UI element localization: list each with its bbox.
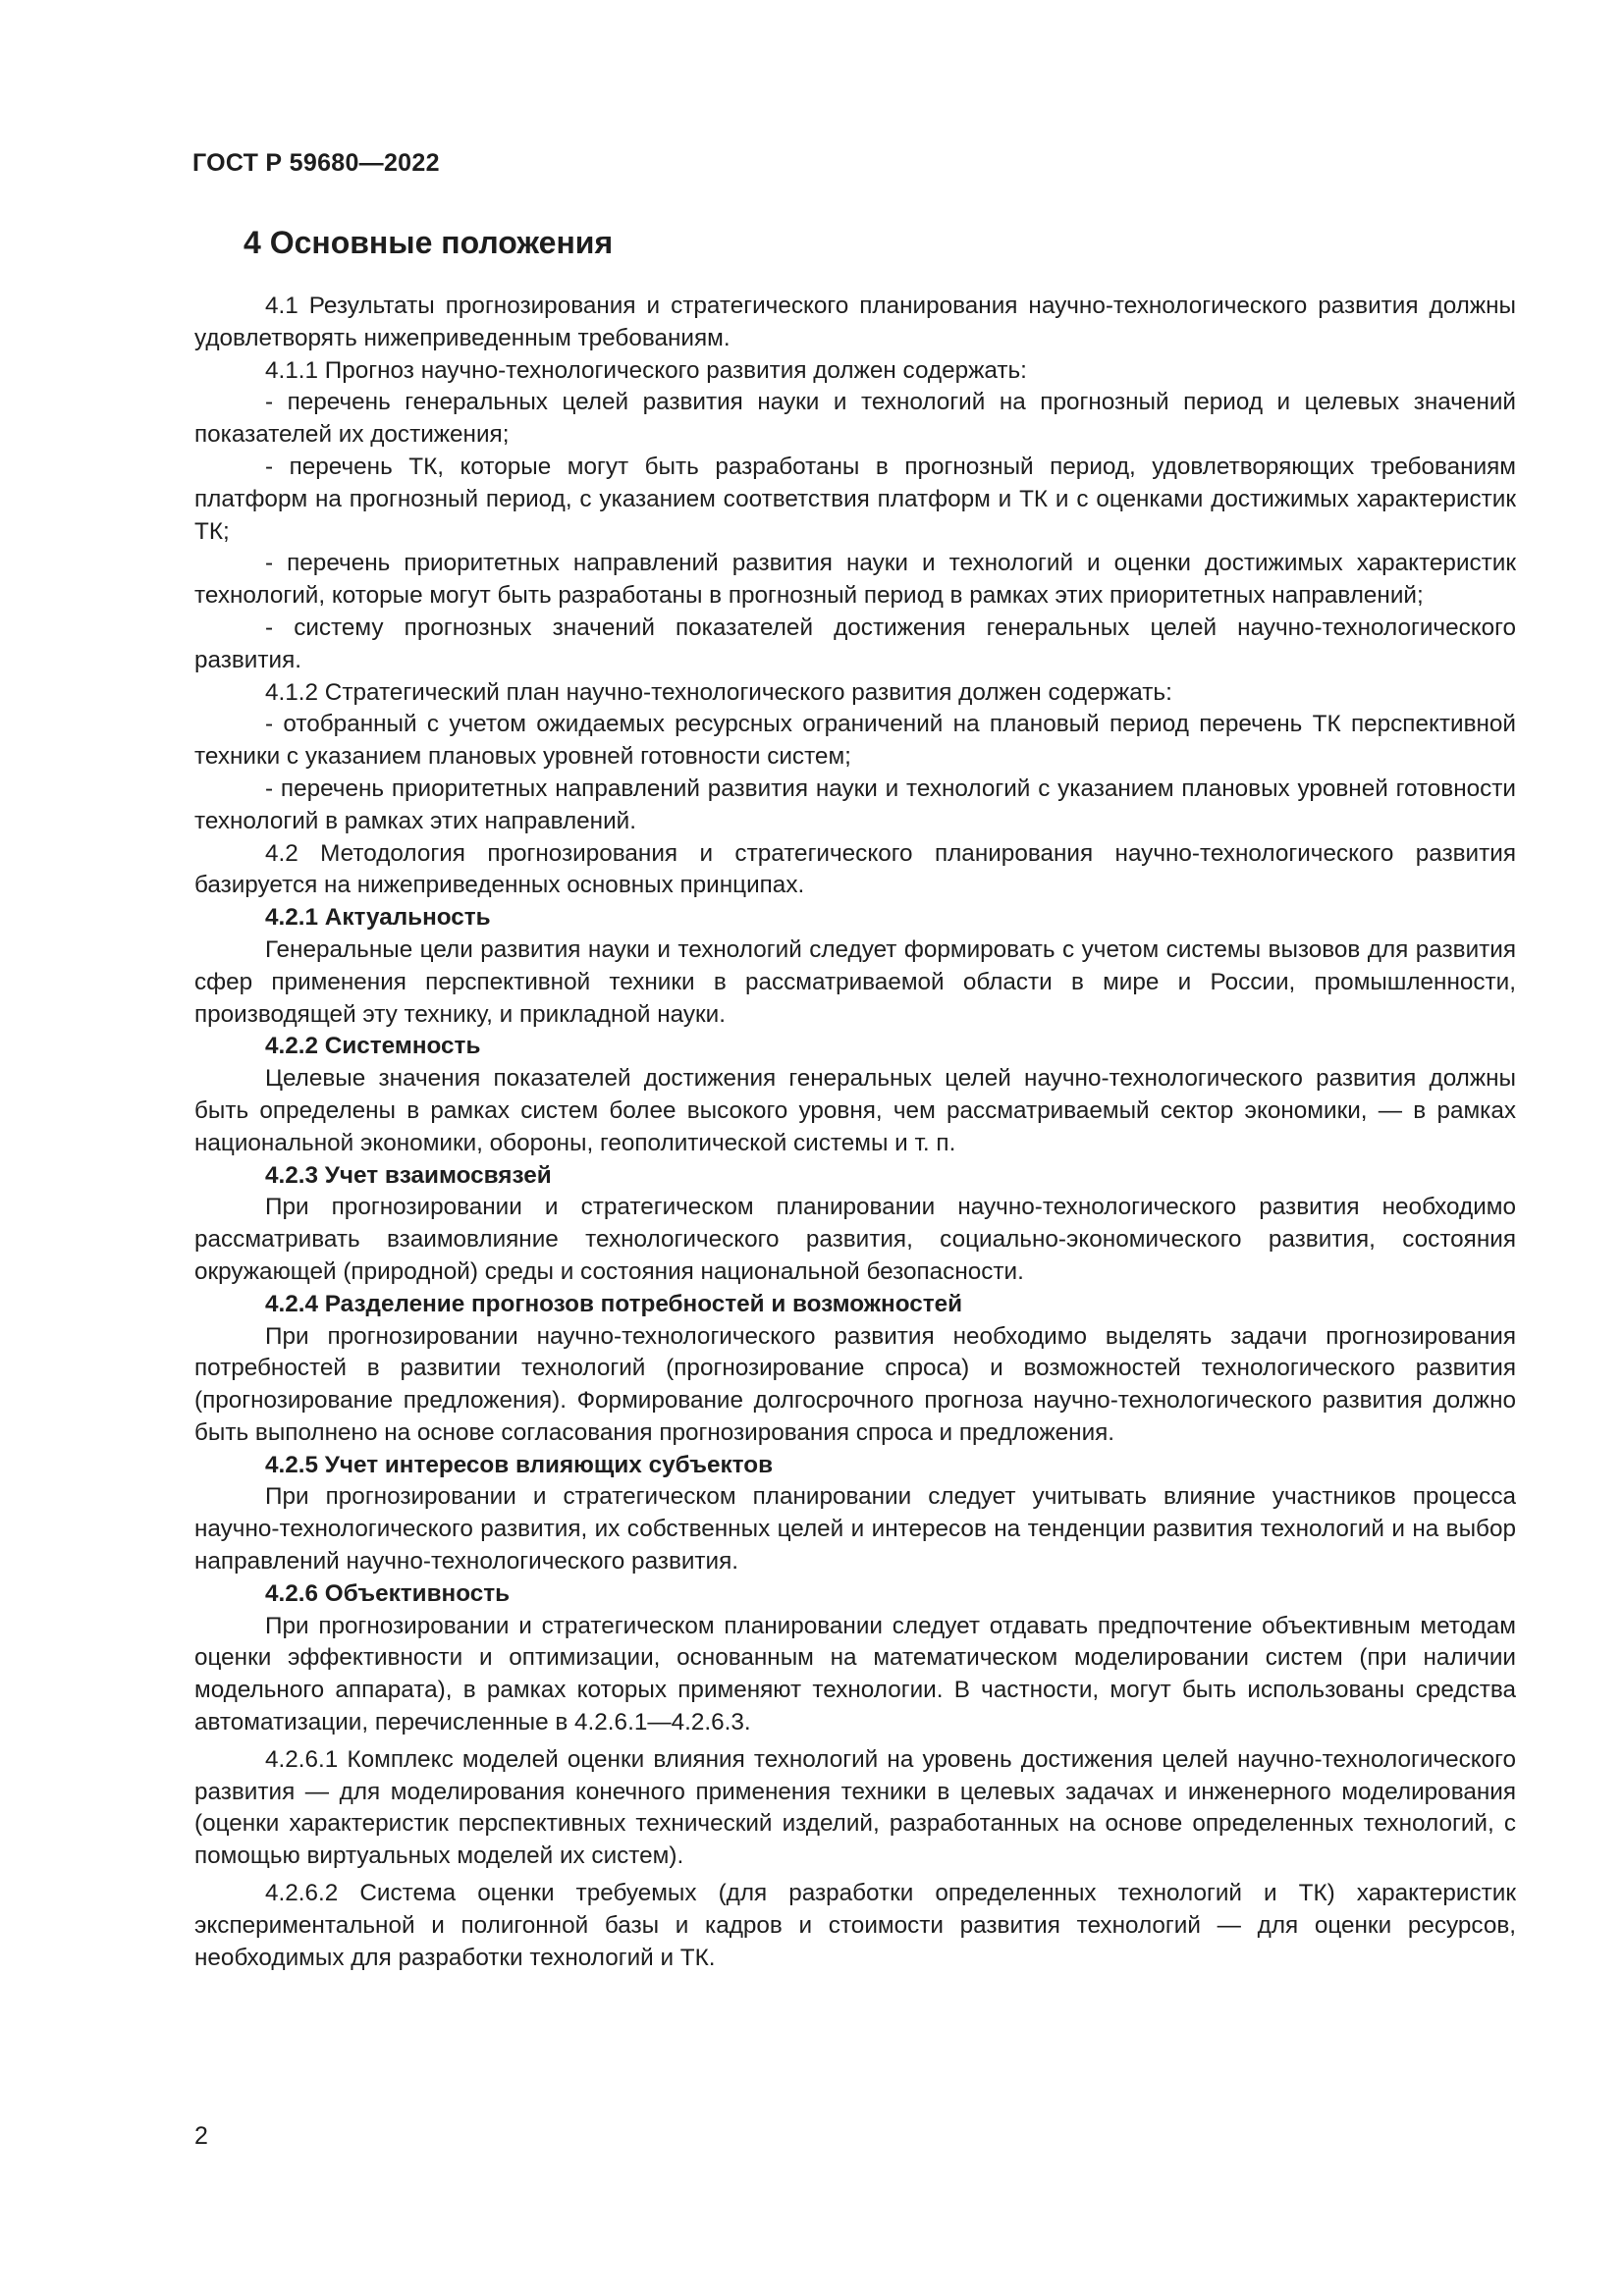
- heading-4-2-1: 4.2.1 Актуальность: [265, 904, 491, 932]
- list-item-priority-directions: - перечень приоритетных направлений развития науки и технологий и оценки достижимых характеристик технологий, которые могут быть разработаны в прогнозный период в рамках этих приоритетных направлений;: [194, 550, 1516, 610]
- paragraph-4-2-6: При прогнозировании и стратегическом планировании следует отдавать предпочтение объективным методам оценки эффективности и оптимизации, основанным на математическом моделировании систем (при наличии модельного аппарата), в рамках которых применяют технологии. В частности, могут быть использованы средства автоматизации, перечисленные в 4.2.6.1—4.2.6.3.: [194, 1612, 1516, 1736]
- page-number: 2: [194, 2122, 208, 2150]
- paragraph-4-1-2: 4.1.2 Стратегический план научно-технологического развития должен содержать:: [265, 678, 1172, 706]
- heading-4-2-6: 4.2.6 Объективность: [265, 1579, 511, 1607]
- paragraph-4-2-6-1: 4.2.6.1 Комплекс моделей оценки влияния технологий на уровень достижения целей научно-технологического развития — для моделирования конечного применения техники в целевых задачах и инженерного моделирования (оценки характеристик перспективных технический изделий, разработанных на основе определенных технологий, с помощью виртуальных моделей их систем).: [194, 1745, 1516, 1870]
- paragraph-4-2-4: При прогнозировании научно-технологического развития необходимо выделять задачи прогнозирования потребностей в развитии технологий (прогнозирование спроса) и возможностей технологического развития (прогнозирование предложения). Формирование долгосрочного прогноза научно-технологического развития должно быть выполнено на основе согласования прогнозирования спроса и предложения.: [194, 1322, 1516, 1446]
- section-title: 4 Основные положения: [244, 225, 614, 260]
- paragraph-4-2-2: Целевые значения показателей достижения генеральных целей научно-технологического развития должны быть определены в рамках систем более высокого уровня, чем рассматриваемый сектор экономики, — в рамках национальной экономики, обороны, геополитической системы и т. п.: [194, 1065, 1516, 1156]
- heading-4-2-4: 4.2.4 Разделение прогнозов потребностей и возможностей: [265, 1290, 963, 1317]
- list-item-forecast-values: - систему прогнозных значений показателей достижения генеральных целей научно-технологического развития.: [194, 614, 1516, 673]
- heading-4-2-3: 4.2.3 Учет взаимосвязей: [265, 1161, 552, 1189]
- paragraph-4-2-1: Генеральные цели развития науки и технологий следует формировать с учетом системы вызовов для развития сфер применения перспективной техники в рассматриваемой области в мире и России, промышленности, производящей эту технику, и прикладной науки.: [194, 935, 1516, 1028]
- paragraph-4-1-1: 4.1.1 Прогноз научно-технологического развития должен содержать:: [265, 356, 1027, 384]
- list-item-tk: - перечень ТК, которые могут быть разработаны в прогнозный период, удовлетворяющих требованиям платформ на прогнозный период, с указанием соответствия платформ и ТК и с оценками достижимых характеристик ТК;: [194, 453, 1516, 545]
- list-item-priority-readiness: - перечень приоритетных направлений развития науки и технологий с указанием плановых уровней готовности технологий в рамках этих направлений.: [194, 774, 1516, 834]
- paragraph-4-2-6-2: 4.2.6.2 Система оценки требуемых (для разработки определенных технологий и ТК) характеристик экспериментальной и полигонной базы и кадров и стоимости развития технологий — для оценки ресурсов, необходимых для разработки технологий и ТК.: [194, 1880, 1516, 1971]
- paragraph-4-2-3: При прогнозировании и стратегическом планировании научно-технологического развития необходимо рассматривать взаимовлияние технологического развития, социально-экономического развития, состояния окружающей (природной) среды и состояния национальной безопасности.: [194, 1194, 1516, 1285]
- paragraph-4-2: 4.2 Методология прогнозирования и стратегического планирования научно-технологического развития базируется на нижеприведенных основных принципах.: [194, 839, 1516, 899]
- heading-4-2-5: 4.2.5 Учет интересов влияющих субъектов: [265, 1451, 774, 1478]
- heading-4-2-2: 4.2.2 Системность: [265, 1033, 481, 1060]
- list-item-goals: - перечень генеральных целей развития науки и технологий на прогнозный период и целевых значений показателей их достижения;: [194, 389, 1516, 449]
- paragraph-4-2-5: При прогнозировании и стратегическом планировании следует учитывать влияние участников процесса научно-технологического развития, их собственных целей и интересов на тенденции развития технологий и на выбор направлений научно-технологического развития.: [194, 1483, 1516, 1575]
- document-body: [194, 224, 1516, 1974]
- list-item-selected-tk: - отобранный с учетом ожидаемых ресурсных ограничений на плановый период перечень ТК перспективной техники с указанием плановых уровней готовности систем;: [194, 711, 1516, 771]
- document-code-header: ГОСТ Р 59680—2022: [192, 149, 440, 177]
- paragraph-4-1: 4.1 Результаты прогнозирования и стратегического планирования научно-технологического развития должны удовлетворять нижеприведенным требованиям.: [194, 293, 1516, 351]
